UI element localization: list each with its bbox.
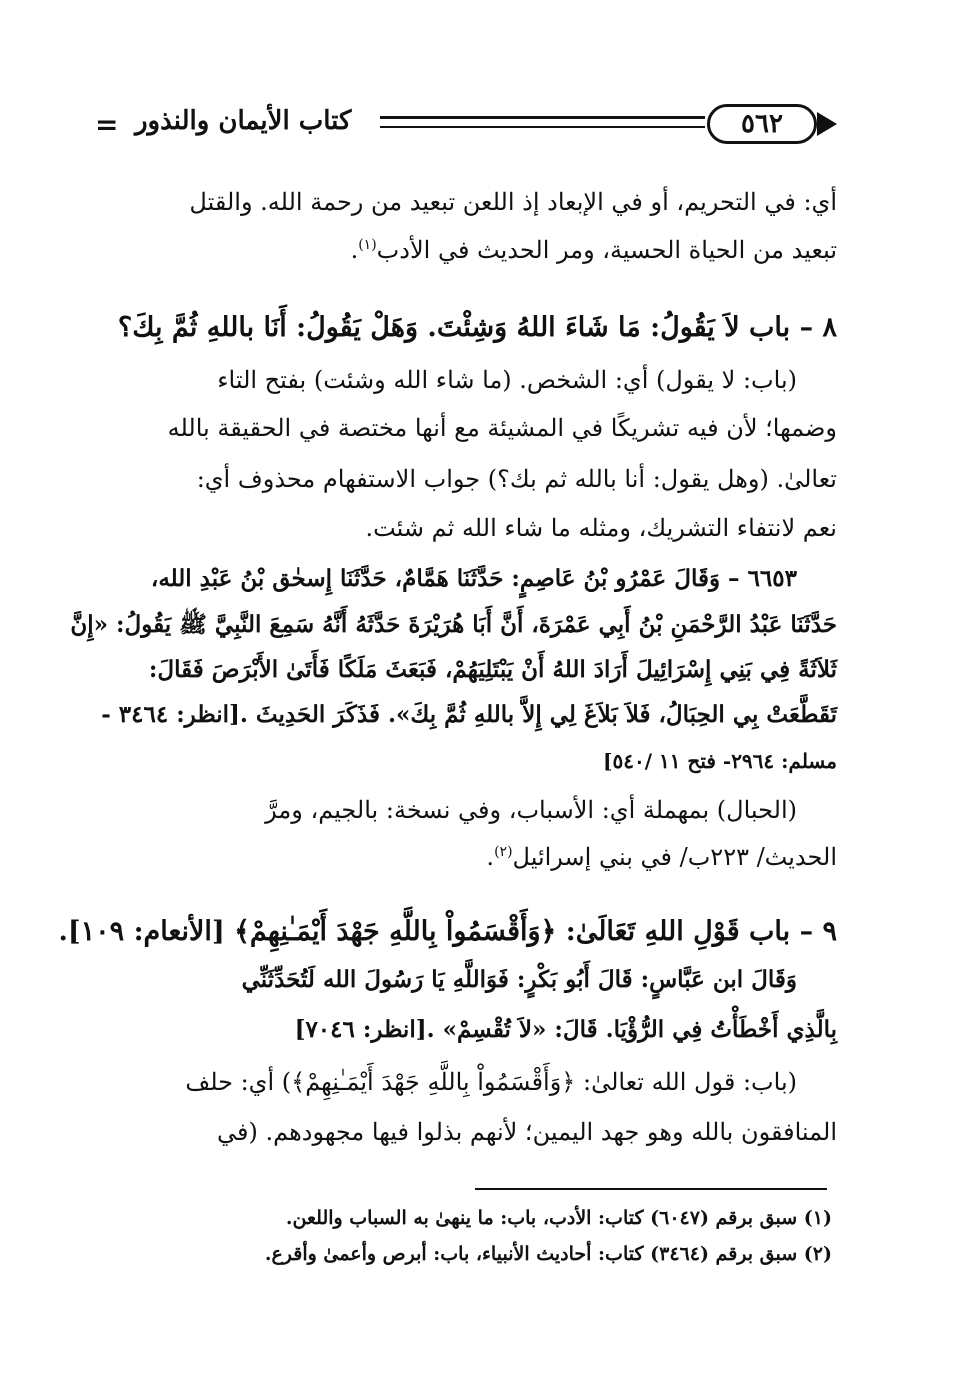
footnote-1: (١) سبق برقم (٦٠٤٧) كتاب: الأدب، باب: ما ينهىٰ به السباب واللعن. (285, 1207, 832, 1229)
header-rule-top (380, 116, 705, 119)
hadith-6653-reference: مسلم: ٢٩٦٤- فتح ١١ /٥٤٠] (602, 749, 837, 773)
section-9-heading: ٩ – باب قَوْلِ اللهِ تَعَالَىٰ: ﴿وَأَقْسَمُواْ بِاللَّهِ جَهْدَ أَيْمَـٰنِهِمْ﴾ [الأنعام: ١٠٩]. (58, 916, 837, 947)
section-9-hadith-1: وَقَالَ ابن عَبَّاسٍ: قَالَ أَبُو بَكْرٍ: فَوَاللَّهِ يَا رَسُولَ الله لَتُحَدِّثَنِّي (241, 966, 797, 993)
section-8-commentary2-2 (110, 843, 837, 871)
intro-line-2-end: . (350, 236, 359, 264)
section-9-commentary-2: المنافقون بالله وهو جهد اليمين؛ لأنهم بذلوا فيها مجهودهم. (في (217, 1118, 837, 1146)
header-rule-bottom (380, 126, 705, 128)
hadith-6653-line-3: ثَلاَثَةً فِي بَنِي إِسْرَائِيلَ أَرَادَ اللهُ أَنْ يَبْتَلِيَهُمْ، فَبَعَثَ مَلَكًا فَأَتَىٰ الأَبْرَصَ فَقَالَ: (148, 656, 837, 683)
section-8-commentary-1: (باب: لا يقول) أي: الشخص. (ما شاء الله وشئت) بفتح التاء (217, 366, 797, 394)
running-title: كتاب الأيمان والنذور (135, 106, 352, 136)
section-9-commentary-1: (باب: قول الله تعالىٰ: ﴿وَأَقْسَمُواْ بِاللَّهِ جَهْدَ أَيْمَـٰنِهِمْ﴾) أي: حلف (185, 1068, 797, 1096)
section-8-commentary-3: تعالىٰ. (وهل يقول: أنا بالله ثم بك؟) جواب الاستفهام محذوف أي: (196, 465, 837, 493)
header-equals-mark: = (95, 108, 119, 141)
footnote-2: (٢) سبق برقم (٣٤٦٤) كتاب: أحاديث الأنبياء، باب: أبرص وأعمىٰ وأقرع. (264, 1243, 832, 1265)
intro-line-1: أي: في التحريم، أو في الإبعاد إذ اللعن تبعيد من رحمة الله. والقتل (189, 188, 837, 216)
hadith-6653-line-4: تَقَطَّعَتْ بِي الحِبَالُ، فَلاَ بَلاَغَ لِي إِلاَّ باللهِ ثُمَّ بِكَ». فَذَكَرَ الحَدِيثَ .[انظر: ٣٤٦٤ - (101, 701, 837, 728)
section-8-commentary2-2-text: الحديث/ ٢٢٣ب/ في بني إسرائيل (512, 843, 837, 871)
section-8-commentary-2: وضمها؛ لأن فيه تشريكًا في المشيئة مع أنها مختصة في الحقيقة بالله (167, 414, 837, 442)
intro-line-2 (110, 236, 837, 264)
hadith-6653-line-2: حَدَّثَنَا عَبْدُ الرَّحْمَنِ بْنُ أَبِي عَمْرَةَ، أَنَّ أَبَا هُرَيْرَةَ حَدَّثَهُ أَنَّهُ سَمِعَ النَّبِيَّ ﷺ يَقُولُ: «إِنَّ (70, 611, 837, 638)
intro-line-2-text: تبعيد من الحياة الحسية، ومر الحديث في الأدب (376, 236, 837, 264)
hadith-6653-line-1: ٦٦٥٣ – وَقَالَ عَمْرُو بْنُ عَاصِمٍ: حَدَّثَنَا هَمَّامٌ، حَدَّثَنَا إِسحٰق بْنُ عَبْدِ الله، (150, 565, 797, 592)
section-8-commentary-4: نعم لانتفاء التشريك، ومثله ما شاء الله ثم شئت. (365, 514, 837, 542)
footnote-ref-2: (٢) (494, 844, 513, 860)
footnote-separator (475, 1188, 827, 1190)
page-header (95, 100, 845, 150)
page-number: ٥٦٢ (707, 104, 817, 144)
section-8-commentary2-2-end: . (486, 843, 495, 871)
section-9-hadith-2: بِالَّذِي أَخْطَأْتُ فِي الرُّؤْيَا. قَالَ: «لاَ تُقْسِمْ» .[انظر: ٧٠٤٦] (294, 1016, 837, 1043)
page-number-arrow (817, 112, 837, 136)
section-8-commentary2-1: (الحبال) بمهملة أي: الأسباب، وفي نسخة: بالجيم، ومرَّ (265, 796, 797, 824)
section-8-heading: ٨ – باب لاَ يَقُولُ: مَا شَاءَ اللهُ وَشِئْتَ. وَهَلْ يَقُولُ: أَنَا باللهِ ثُمَّ بِكَ؟ (117, 312, 837, 343)
footnote-ref-1: (١) (358, 237, 377, 253)
